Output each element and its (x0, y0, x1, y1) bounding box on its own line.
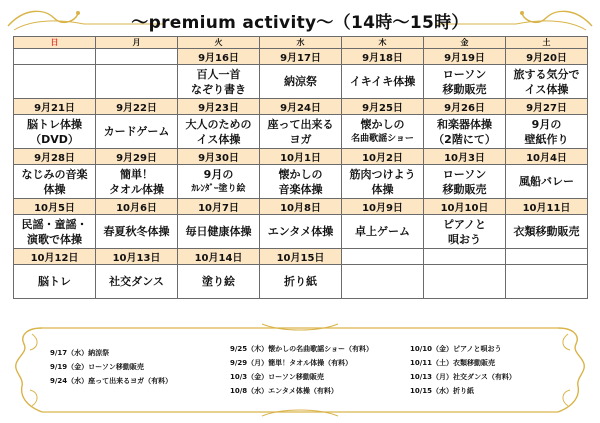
date-cell: 10月15日 (260, 249, 342, 265)
activity-cell (178, 115, 260, 149)
weekday-cell: 日 (14, 37, 96, 49)
note-line: 10/8（水）エンタメ体操（有料） (230, 387, 338, 395)
date-cell: 10月8日 (260, 199, 342, 215)
activity-cell (260, 265, 342, 299)
date-cell: 10月3日 (424, 149, 506, 165)
activity-line: 唄おう (448, 232, 481, 246)
activity-line: 折り紙 (284, 275, 317, 288)
date-cell: 10月11日 (506, 199, 588, 215)
activity-line: 衣類移動販売 (513, 225, 580, 238)
date-cell: 9月23日 (178, 99, 260, 115)
notes-column-1 (50, 346, 172, 388)
activity-line: 脳トレ体操 (27, 117, 82, 131)
date-cell: 9月19日 (424, 49, 506, 65)
date-cell (342, 249, 424, 265)
activity-line: 旅する気分で (513, 67, 580, 81)
note-line: 9/29（月）簡単！タオル体操（有料） (230, 359, 353, 367)
date-cell: 10月4日 (506, 149, 588, 165)
date-cell: 9月25日 (342, 99, 424, 115)
activity-line: イス体操 (524, 82, 569, 96)
activity-cell (506, 115, 588, 149)
date-cell: 10月7日 (178, 199, 260, 215)
activity-cell (424, 115, 506, 149)
activity-line: なじみの音楽 (21, 167, 88, 181)
activity-row (14, 165, 588, 199)
notes-column-3 (410, 342, 516, 398)
date-cell: 9月28日 (14, 149, 96, 165)
weekday-cell: 金 (424, 37, 506, 49)
note-line: 10/10（金）ピアノと唄おう (410, 345, 502, 353)
date-cell (96, 49, 178, 65)
activity-line: カードゲーム (103, 125, 170, 138)
activity-cell (506, 165, 588, 199)
activity-line: 9月の (531, 117, 562, 131)
activity-row (14, 115, 588, 149)
date-row (14, 199, 588, 215)
activity-line: 春夏秋冬体操 (103, 225, 170, 238)
date-row (14, 149, 588, 165)
activity-line: 社交ダンス (109, 275, 164, 288)
activity-cell (14, 165, 96, 199)
activity-cell (96, 215, 178, 249)
activity-cell (342, 115, 424, 149)
note-line: 10/3（金）ローソン移動販売 (230, 373, 324, 381)
activity-cell (506, 215, 588, 249)
note-line: 10/11（土）衣類移動販売 (410, 359, 496, 367)
activity-cell (424, 215, 506, 249)
activity-row (14, 265, 588, 299)
activity-line: ヨガ (289, 132, 312, 146)
activity-cell (424, 165, 506, 199)
activity-line: 体操 (371, 182, 394, 196)
activity-line: 移動販売 (442, 182, 487, 196)
activity-line: イス体操 (196, 132, 241, 146)
activity-line: 大人のための (185, 117, 252, 131)
activity-cell (260, 115, 342, 149)
activity-line: （2階にて） (433, 132, 496, 146)
note-line: 9/17（水）納涼祭 (50, 349, 110, 357)
weekday-header-row (14, 37, 588, 49)
activity-line: 風船バレー (519, 175, 574, 188)
activity-cell (424, 65, 506, 99)
date-cell: 10月14日 (178, 249, 260, 265)
date-cell: 10月9日 (342, 199, 424, 215)
activity-line: なぞり書き (191, 82, 246, 96)
activity-line: ｶﾚﾝﾀﾞｰ塗り絵 (191, 183, 246, 194)
activity-cell (14, 265, 96, 299)
activity-cell (178, 65, 260, 99)
activity-line: 脳トレ (38, 275, 71, 288)
activity-calendar (13, 36, 588, 299)
activity-line: 演歌で体操 (27, 232, 82, 246)
activity-cell (178, 215, 260, 249)
activity-cell (14, 65, 96, 99)
activity-line: 和楽器体操 (437, 117, 492, 131)
date-cell: 9月26日 (424, 99, 506, 115)
date-cell: 9月24日 (260, 99, 342, 115)
date-row (14, 99, 588, 115)
note-line: 9/24（水）座って出来るヨガ（有料） (50, 377, 173, 385)
activity-cell (424, 265, 506, 299)
activity-cell (506, 65, 588, 99)
activity-cell (260, 65, 342, 99)
date-row (14, 249, 588, 265)
activity-line: ローソン (442, 67, 487, 81)
activity-cell (342, 215, 424, 249)
date-cell: 10月5日 (14, 199, 96, 215)
activity-line: 毎日健康体操 (185, 225, 252, 238)
weekday-cell: 木 (342, 37, 424, 49)
activity-cell (96, 65, 178, 99)
note-line: 9/25（木）懐かしの名曲歌謡ショー（有料） (230, 345, 374, 353)
activity-cell (342, 165, 424, 199)
date-cell: 9月30日 (178, 149, 260, 165)
activity-row (14, 215, 588, 249)
activity-line: 納涼祭 (284, 75, 317, 88)
activity-cell (260, 165, 342, 199)
activity-line: 名曲歌謡ショー (351, 133, 414, 144)
date-cell: 9月27日 (506, 99, 588, 115)
activity-line: 9月の (203, 167, 234, 181)
note-line: 10/15（水）折り紙 (410, 387, 475, 395)
activity-line: ピアノと (442, 217, 487, 231)
activity-line: 体操 (43, 182, 66, 196)
activity-cell (506, 265, 588, 299)
notes-column-2 (230, 342, 373, 398)
activity-row (14, 65, 588, 99)
date-cell: 10月1日 (260, 149, 342, 165)
activity-line: 簡単！ (120, 167, 153, 181)
activity-cell (14, 215, 96, 249)
date-cell: 9月29日 (96, 149, 178, 165)
date-cell: 9月20日 (506, 49, 588, 65)
date-cell: 10月13日 (96, 249, 178, 265)
activity-cell (178, 265, 260, 299)
page-title: ～premium activity～（14時～15時） (131, 13, 469, 33)
activity-line: 移動販売 (442, 82, 487, 96)
date-cell: 9月16日 (178, 49, 260, 65)
date-cell: 9月17日 (260, 49, 342, 65)
date-cell: 9月18日 (342, 49, 424, 65)
activity-cell (342, 265, 424, 299)
activity-cell (14, 115, 96, 149)
note-line: 10/13（月）社交ダンス（有料） (410, 373, 516, 381)
date-row (14, 49, 588, 65)
activity-line: 座って出来る (267, 117, 334, 131)
weekday-cell: 火 (178, 37, 260, 49)
activity-line: 壁紙作り (524, 132, 569, 146)
activity-cell (96, 115, 178, 149)
notes-box (12, 322, 588, 418)
activity-line: 懐かしの (278, 167, 323, 181)
date-cell: 10月2日 (342, 149, 424, 165)
date-cell: 10月6日 (96, 199, 178, 215)
activity-cell (178, 165, 260, 199)
activity-line: 卓上ゲーム (355, 225, 410, 238)
activity-line: イキイキ体操 (349, 75, 416, 88)
weekday-cell: 水 (260, 37, 342, 49)
date-cell: 9月21日 (14, 99, 96, 115)
activity-line: ローソン (442, 167, 487, 181)
activity-cell (342, 65, 424, 99)
date-cell: 10月10日 (424, 199, 506, 215)
activity-cell (96, 165, 178, 199)
date-cell (14, 49, 96, 65)
weekday-cell: 月 (96, 37, 178, 49)
activity-line: 百人一首 (196, 67, 241, 81)
date-cell: 10月12日 (14, 249, 96, 265)
activity-cell (260, 215, 342, 249)
activity-line: 塗り絵 (202, 275, 235, 288)
date-cell: 9月22日 (96, 99, 178, 115)
date-cell (506, 249, 588, 265)
note-line: 9/19（金）ローソン移動販売 (50, 363, 144, 371)
activity-cell (96, 265, 178, 299)
activity-line: 民謡・童謡・ (21, 217, 88, 231)
date-cell (424, 249, 506, 265)
activity-line: 懐かしの (360, 117, 405, 131)
activity-line: エンタメ体操 (267, 225, 334, 238)
activity-line: （DVD） (30, 132, 79, 146)
activity-line: 音楽体操 (278, 182, 323, 196)
activity-line: 筋肉つけよう (349, 167, 416, 181)
activity-line: タオル体操 (109, 182, 164, 196)
weekday-cell: 土 (506, 37, 588, 49)
